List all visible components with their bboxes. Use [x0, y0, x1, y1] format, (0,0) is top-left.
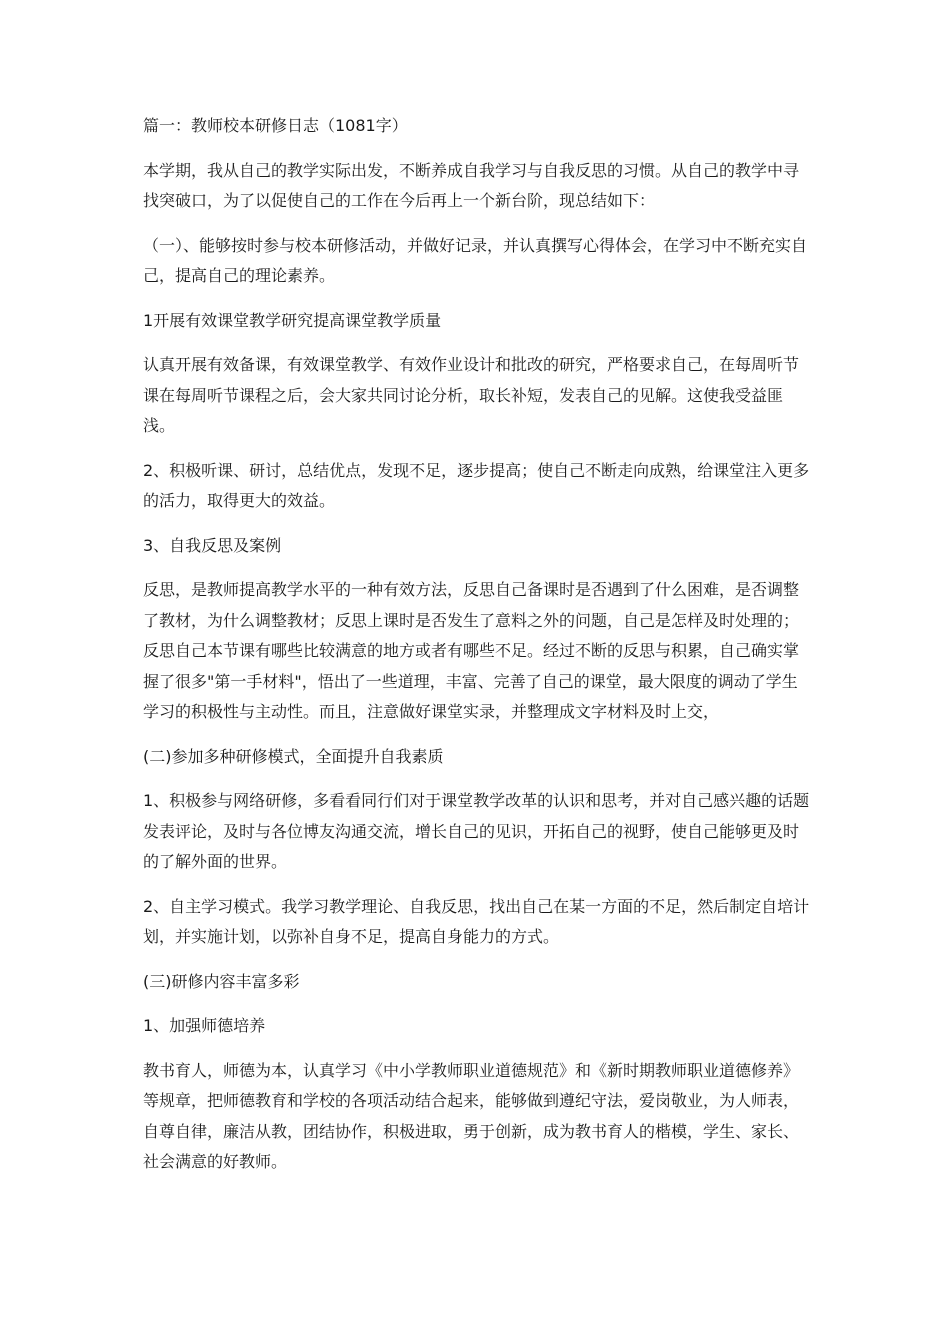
paragraph-intro: 本学期，我从自己的教学实际出发，不断养成自我学习与自我反思的习惯。从自己的教学中寻找突破口，为了以促使自己的工作在今后再上一个新台阶，现总结如下：: [143, 160, 800, 210]
paragraph-effective-prep: 认真开展有效备课，有效课堂教学、有效作业设计和批改的研究，严格要求自己，在每周听节课在每周听节课程之后，会大家共同讨论分析，取长补短，发表自己的见解。这使我受益匪浅。: [143, 355, 800, 435]
document-title: 篇一：教师校本研修日志（1081字）: [143, 116, 408, 135]
paragraph-heading-effective-teaching: 1开展有效课堂教学研究提高课堂教学质量: [143, 310, 442, 330]
paragraph-ethics: 教书育人，师德为本，认真学习《中小学教师职业道德规范》和《新时期教师职业道德修养》等规章，把师德教育和学校的各项活动结合起来，能够做到遵纪守法，爱岗敬业，为人师表，自尊自律，廉洁从教，团结协作，积极进取，勇于创新，成为教书育人的楷模，学生、家长、社会满意的好教师。: [143, 1060, 800, 1171]
paragraph-reflection: 反思，是教师提高教学水平的一种有效方法，反思自己备课时是否遇到了什么困难，是否调整了教材，为什么调整教材；反思上课时是否发生了意料之外的问题，自己是怎样及时处理的；反思自己本节课有哪些比较满意的地方或者有哪些不足。经过不断的反思与积累，自己确实掌握了很多"第一手材料"，悟出了一些道理，丰富、完善了自己的课堂，最大限度的调动了学生学习的积极性与主动性。而且，注意做好课堂实录，并整理成文字材料及时上交，: [143, 580, 800, 721]
paragraph-observe-lessons: 2、积极听课、研讨，总结优点，发现不足，逐步提高；使自己不断走向成熟，给课堂注入更多的活力，取得更大的效益。: [143, 460, 810, 510]
document-body: [143, 111, 813, 1192]
paragraph-heading-ethics: 1、加强师德培养: [143, 1016, 266, 1035]
paragraph-heading-self-reflection: 3、自我反思及案例: [143, 535, 282, 555]
paragraph-section-3: (三)研修内容丰富多彩: [143, 971, 300, 991]
paragraph-self-study: 2、自主学习模式。我学习教学理论、自我反思，找出自己在某一方面的不足，然后制定自培计划，并实施计划，以弥补自身不足，提高自身能力的方式。: [143, 896, 810, 946]
paragraph-section-1: （一）、能够按时参与校本研修活动，并做好记录，并认真撰写心得体会，在学习中不断充实自己，提高自己的理论素养。: [143, 235, 808, 285]
paragraph-section-2: (二)参加多种研修模式，全面提升自我素质: [143, 746, 444, 766]
paragraph-online-research: 1、积极参与网络研修，多看看同行们对于课堂教学改革的认识和思考，并对自己感兴趣的话题发表评论，及时与各位博友沟通交流，增长自己的见识，开拓自己的视野，使自己能够更及时的了解外面的世界。: [143, 791, 810, 871]
